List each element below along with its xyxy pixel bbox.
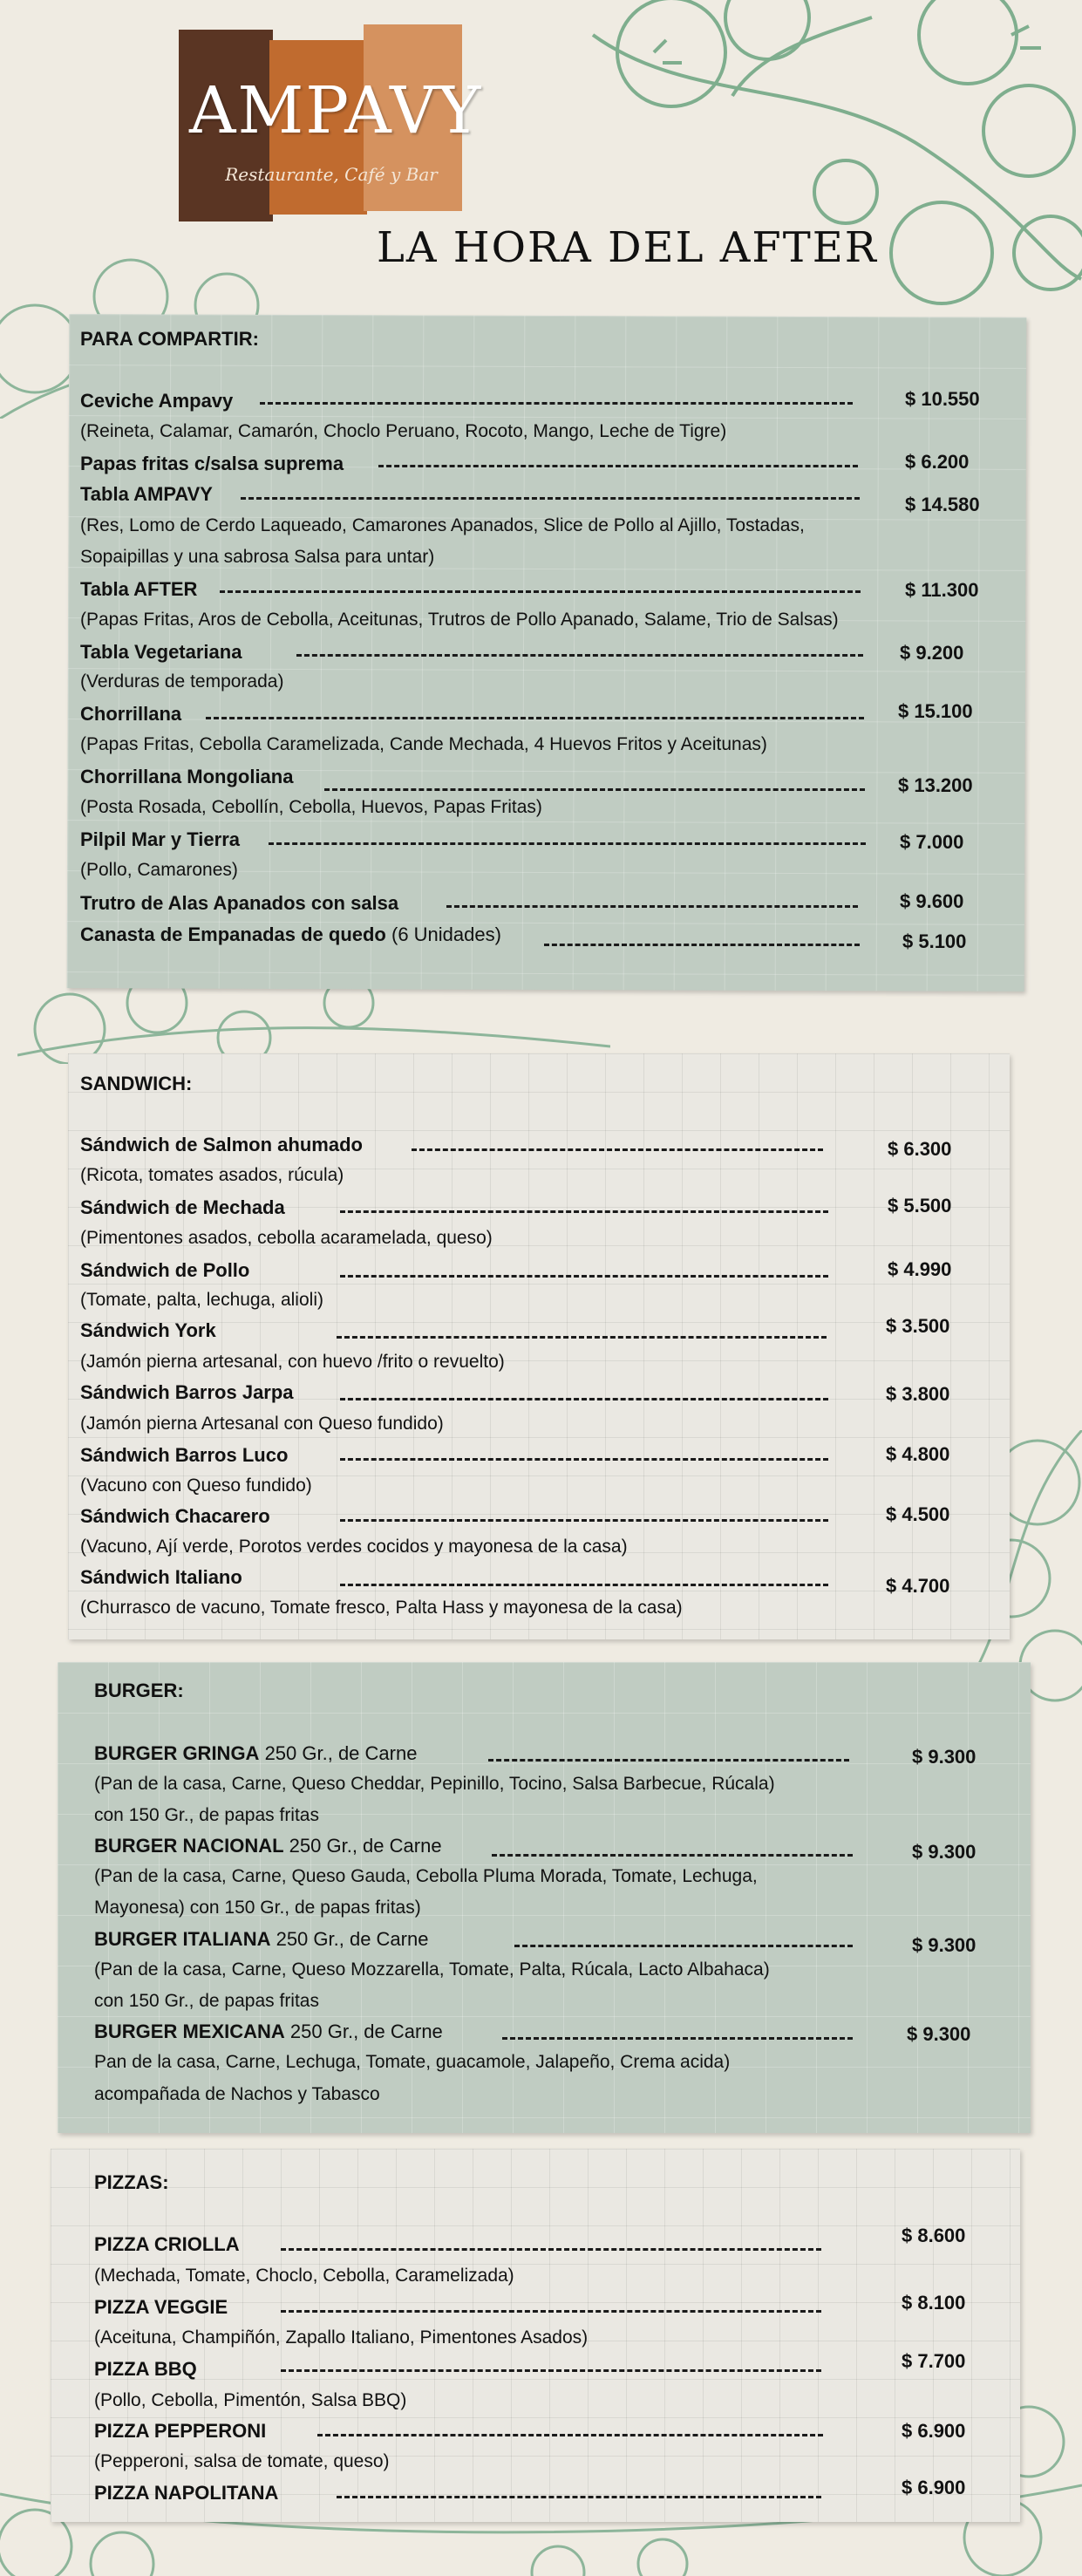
menu-item-price: $ 5.100 (902, 930, 967, 952)
menu-item-description: (Pan de la casa, Carne, Queso Cheddar, Pepinillo, Tocino, Salsa Barbecue, Rúcala) (94, 1774, 775, 1794)
menu-item-name: Pilpil Mar y Tierra (80, 828, 241, 850)
menu-item-name: Chorrillana (80, 703, 182, 725)
menu-item-description: (Papas Fritas, Cebolla Caramelizada, Cande Mechada, 4 Huevos Fritos y Aceitunas) (80, 734, 767, 754)
menu-item-price: $ 9.300 (907, 2023, 971, 2045)
menu-item-price: $ 14.580 (905, 494, 980, 515)
menu-item-price: $ 9.200 (900, 642, 964, 664)
dotted-leader (492, 1854, 853, 1857)
menu-item-description: (Jamón pierna Artesanal con Queso fundido) (80, 1414, 444, 1434)
section-heading: PIZZAS: (94, 2171, 169, 2193)
menu-item-weight: 250 Gr., de Carne (270, 1928, 429, 1950)
menu-item-description: (Res, Lomo de Cerdo Laqueado, Camarones Apanados, Slice de Pollo al Ajillo, Tostadas, (80, 515, 805, 535)
dotted-leader (317, 2434, 823, 2436)
dotted-leader (502, 2037, 853, 2040)
menu-item-name: Chorrillana Mongoliana (80, 766, 294, 787)
dotted-leader (488, 1759, 849, 1762)
page-title: LA HORA DEL AFTER (377, 223, 878, 272)
menu-item-name-text: Canasta de Empanadas de quedo (80, 923, 386, 945)
menu-item-price: $ 9.600 (900, 890, 964, 912)
dotted-leader (269, 842, 866, 845)
menu-item-price: $ 6.300 (888, 1138, 952, 1160)
menu-item-name-text: BURGER ITALIANA (94, 1928, 271, 1950)
menu-item-description: (Ricota, tomates asados, rúcula) (80, 1165, 344, 1185)
menu-item-description: Pan de la casa, Carne, Lechuga, Tomate, guacamole, Jalapeño, Crema acida) (94, 2052, 731, 2072)
dotted-leader (220, 590, 861, 593)
menu-item-price: $ 9.300 (912, 1746, 977, 1768)
dotted-leader (337, 1336, 827, 1339)
menu-item-name: Sándwich Italiano (80, 1566, 242, 1588)
menu-item-quantity: (6 Unidades) (385, 923, 501, 945)
menu-item-price: $ 9.300 (912, 1841, 977, 1863)
menu-item-name: PIZZA PEPPERONI (94, 2420, 267, 2442)
menu-item-description-cont: acompañada de Nachos y Tabasco (94, 2084, 380, 2104)
dotted-leader (340, 1584, 828, 1586)
menu-item-price: $ 6.900 (902, 2420, 966, 2442)
menu-item-price: $ 3.800 (886, 1383, 950, 1405)
menu-item-description: (Vacuno, Ají verde, Porotos verdes cocidos y mayonesa de la casa) (80, 1537, 628, 1557)
menu-item-description: (Mechada, Tomate, Choclo, Cebolla, Caramelizada) (94, 2266, 514, 2286)
menu-item-description: (Verduras de temporada) (80, 671, 284, 692)
menu-item-price: $ 10.550 (905, 388, 980, 410)
section-heading: PARA COMPARTIR: (80, 328, 259, 350)
section-heading: BURGER: (94, 1680, 184, 1701)
menu-item-name: PIZZA VEGGIE (94, 2296, 228, 2318)
menu-item-name-text: BURGER NACIONAL (94, 1835, 284, 1857)
menu-item-name: Sándwich Barros Jarpa (80, 1381, 294, 1403)
menu-item-description: (Churrasco de vacuno, Tomate fresco, Palta Hass y mayonesa de la casa) (80, 1598, 683, 1618)
menu-item-description-cont: Sopaipillas y una sabrosa Salsa para untar) (80, 547, 435, 567)
menu-item-price: $ 8.600 (902, 2225, 966, 2246)
menu-item-description: (Posta Rosada, Cebollín, Cebolla, Huevos, Papas Fritas) (80, 797, 542, 817)
dotted-leader (514, 1945, 853, 1947)
menu-item-name: PIZZA BBQ (94, 2358, 197, 2380)
menu-item-price: $ 15.100 (898, 700, 973, 722)
menu-item-name: Sándwich de Mechada (80, 1196, 285, 1218)
dotted-leader (340, 1275, 828, 1278)
menu-item-price: $ 6.200 (905, 451, 970, 473)
menu-item-name: Tabla Vegetariana (80, 641, 242, 663)
dotted-leader (260, 402, 853, 405)
menu-item-price: $ 3.500 (886, 1315, 950, 1337)
menu-item-name (94, 1742, 417, 1765)
menu-item-description: (Papas Fritas, Aros de Cebolla, Aceitunas, Trutros de Pollo Apanado, Salame, Trio de Salsas) (80, 610, 839, 630)
menu-item-name: Trutro de Alas Apanados con salsa (80, 892, 399, 914)
menu-item-description: (Vacuno con Queso fundido) (80, 1475, 312, 1496)
menu-item-price: $ 5.500 (888, 1195, 952, 1216)
menu-item-name: Tabla AMPAVY (80, 483, 213, 505)
menu-item-description: (Jamón pierna artesanal, con huevo /frito o revuelto) (80, 1352, 505, 1372)
menu-item-price: $ 7.000 (900, 831, 964, 853)
dotted-leader (412, 1148, 823, 1151)
menu-item-price: $ 7.700 (902, 2350, 966, 2372)
section-heading: SANDWICH: (80, 1073, 193, 1094)
menu-item-name (94, 1835, 442, 1857)
logo-tagline: Restaurante, Café y Bar (225, 164, 438, 185)
menu-item-description-cont: Mayonesa) con 150 Gr., de papas fritas) (94, 1898, 421, 1918)
menu-item-price: $ 9.300 (912, 1934, 977, 1956)
dotted-leader (281, 2310, 821, 2313)
dotted-leader (446, 905, 858, 908)
menu-item-price: $ 4.990 (888, 1258, 952, 1280)
menu-item-description: (Reineta, Calamar, Camarón, Choclo Peruano, Rocoto, Mango, Leche de Tigre) (80, 421, 727, 441)
dotted-leader (337, 2496, 821, 2498)
menu-item-weight: 250 Gr., de Carne (284, 2021, 443, 2042)
menu-item-name: Ceviche Ampavy (80, 390, 234, 412)
menu-item-description: (Tomate, palta, lechuga, alioli) (80, 1290, 323, 1310)
menu-item-name: Tabla AFTER (80, 578, 198, 600)
menu-item-price: $ 4.500 (886, 1503, 950, 1525)
menu-item-weight: 250 Gr., de Carne (283, 1835, 442, 1857)
menu-item-name: Sándwich de Pollo (80, 1259, 250, 1281)
menu-item-price: $ 13.200 (898, 774, 973, 796)
dotted-leader (296, 654, 863, 657)
menu-item-description: (Pan de la casa, Carne, Queso Mozzarella, Tomate, Palta, Rúcala, Lacto Albahaca) (94, 1959, 770, 1980)
menu-item-description: (Pimentones asados, cebolla acaramelada, queso) (80, 1228, 493, 1248)
menu-item-name: Sándwich de Salmon ahumado (80, 1134, 363, 1155)
dotted-leader (378, 465, 858, 467)
menu-item-name: Papas fritas c/salsa suprema (80, 453, 344, 474)
menu-item-name: Sándwich Chacarero (80, 1505, 270, 1527)
menu-item-name-text: BURGER GRINGA (94, 1742, 260, 1764)
menu-item-name: Sándwich Barros Luco (80, 1444, 289, 1466)
menu-item-name: Sándwich York (80, 1319, 216, 1341)
menu-item-price: $ 8.100 (902, 2292, 966, 2314)
menu-item-price: $ 11.300 (905, 579, 979, 601)
menu-item-price: $ 6.900 (902, 2477, 966, 2498)
blueberry-illustration-top-right (558, 0, 1082, 331)
menu-item-name (80, 923, 501, 946)
menu-item-name: PIZZA CRIOLLA (94, 2233, 240, 2255)
menu-item-description-cont: con 150 Gr., de papas fritas (94, 1991, 319, 2011)
menu-item-name (94, 1928, 428, 1951)
dotted-leader (340, 1398, 828, 1400)
menu-item-weight: 250 Gr., de Carne (259, 1742, 418, 1764)
dotted-leader (324, 788, 865, 791)
menu-item-description: (Pollo, Camarones) (80, 860, 238, 880)
dotted-leader (340, 1519, 828, 1522)
menu-item-description: (Pepperoni, salsa de tomate, queso) (94, 2451, 390, 2471)
dotted-leader (281, 2369, 821, 2372)
menu-item-price: $ 4.700 (886, 1575, 950, 1597)
dotted-leader (281, 2248, 821, 2251)
menu-item-description: (Pan de la casa, Carne, Queso Gauda, Cebolla Pluma Morada, Tomate, Lechuga, (94, 1866, 758, 1886)
menu-item-description: (Aceituna, Champiñón, Zapallo Italiano, Pimentones Asados) (94, 2327, 589, 2348)
dotted-leader (241, 497, 860, 500)
logo-brand-name: AMPAVY (189, 73, 483, 148)
dotted-leader (340, 1210, 828, 1213)
menu-item-description-cont: con 150 Gr., de papas fritas (94, 1805, 319, 1825)
menu-item-description: (Pollo, Cebolla, Pimentón, Salsa BBQ) (94, 2390, 407, 2410)
menu-item-name: PIZZA NAPOLITANA (94, 2482, 279, 2504)
menu-item-name (94, 2021, 443, 2043)
menu-item-name-text: BURGER MEXICANA (94, 2021, 285, 2042)
dotted-leader (206, 717, 864, 719)
menu-item-price: $ 4.800 (886, 1443, 950, 1465)
dotted-leader (544, 944, 860, 946)
logo (179, 24, 483, 223)
dotted-leader (340, 1458, 828, 1461)
